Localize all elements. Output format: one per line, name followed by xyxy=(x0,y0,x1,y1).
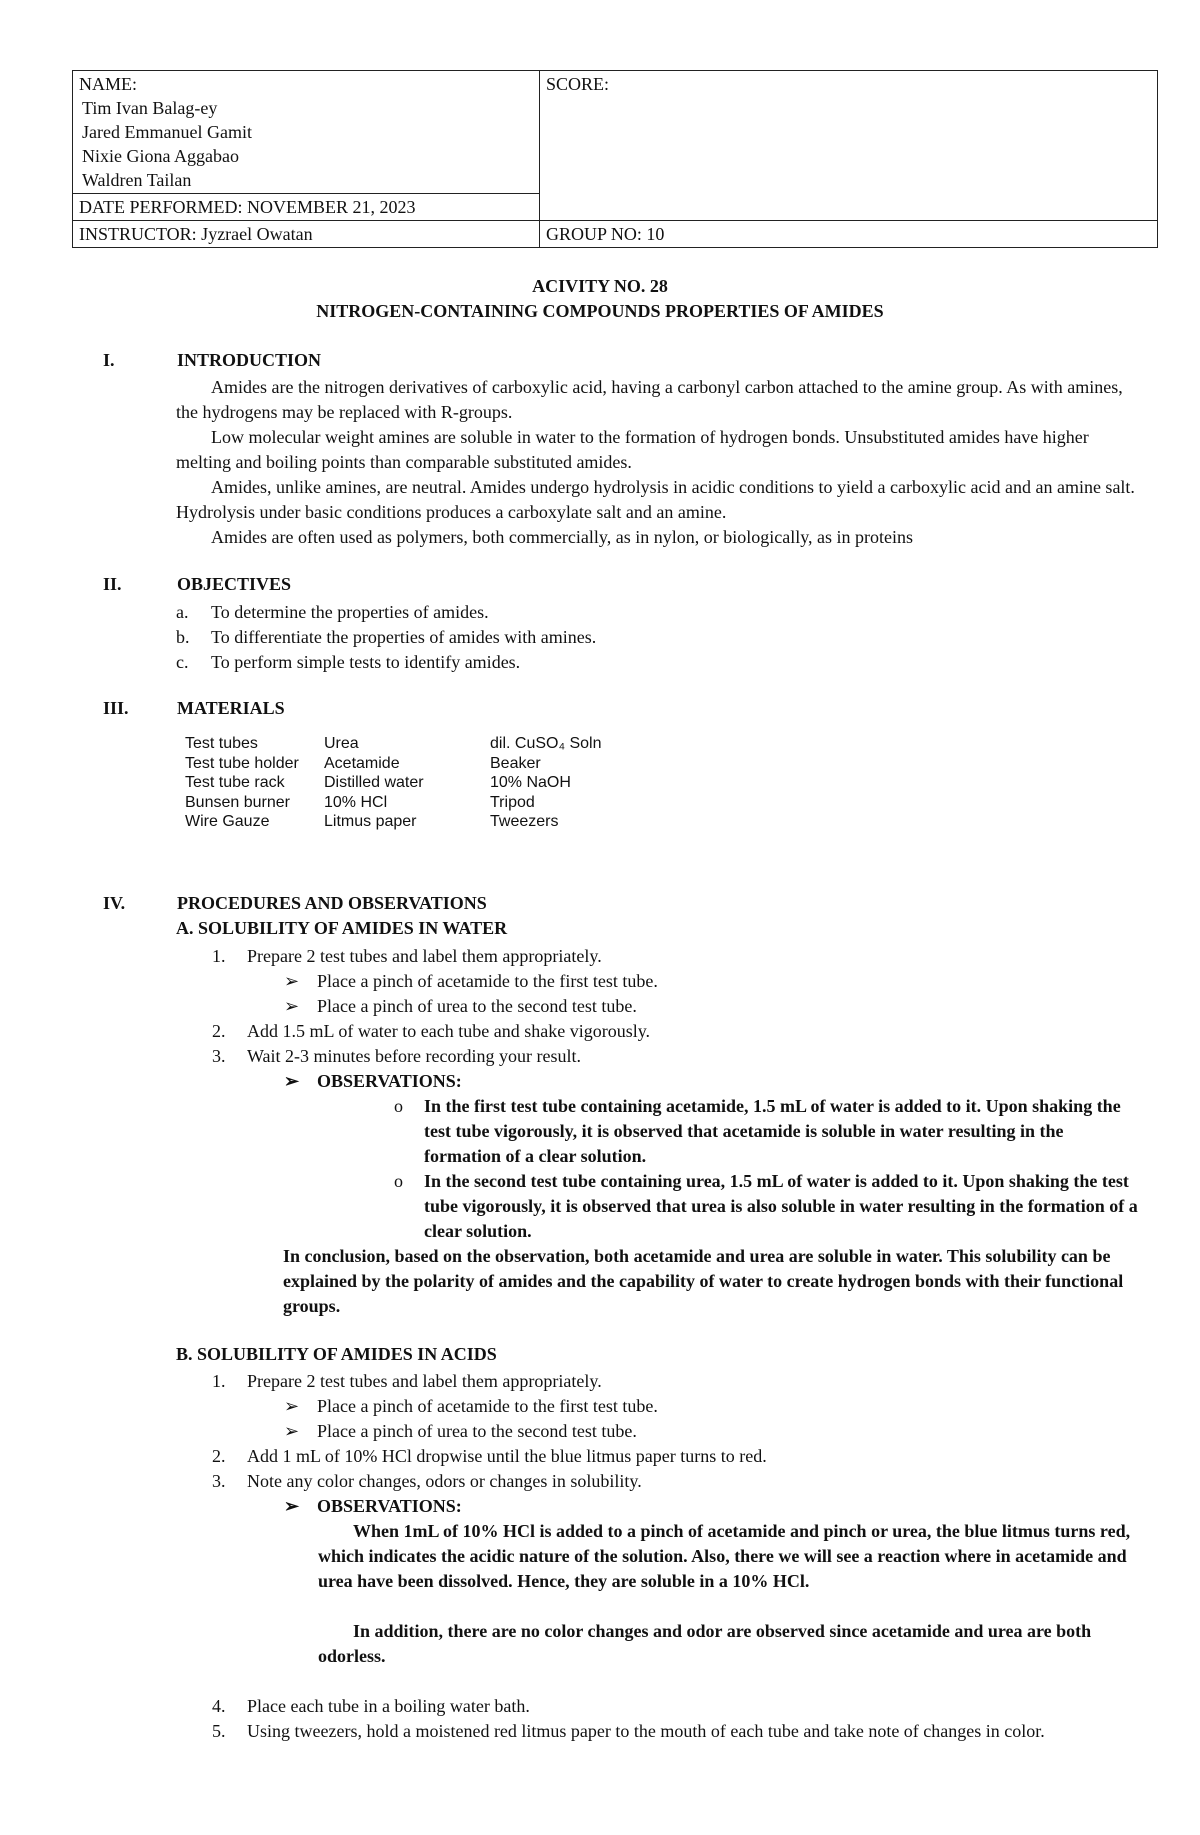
procedure-step xyxy=(212,1019,658,1044)
objectives-list xyxy=(176,600,596,675)
list-item xyxy=(176,650,596,675)
material-item: Test tubes xyxy=(185,735,258,752)
section-title: INTRODUCTION xyxy=(177,350,322,370)
name-cell xyxy=(73,71,540,194)
section-number: III. xyxy=(103,698,129,718)
subsection-b-title: B. SOLUBILITY OF AMIDES IN ACIDS xyxy=(176,1344,497,1364)
substep-text: Place a pinch of acetamide to the first test tube. xyxy=(317,1396,658,1416)
observations-label: OBSERVATIONS: xyxy=(317,1496,462,1516)
material-item: dil. CuSO₄ Soln xyxy=(490,735,602,752)
step-number: 1. xyxy=(212,946,226,966)
step-text: Prepare 2 test tubes and label them appropriately. xyxy=(247,1371,602,1391)
observations-label: OBSERVATIONS: xyxy=(317,1071,462,1091)
material-item: Beaker xyxy=(490,754,541,772)
intro-paragraph: Amides are often used as polymers, both commercially, as in nylon, or biologically, as in proteins xyxy=(211,527,914,547)
observation-text: In the first test tube containing acetamide, 1.5 mL of water is added to it. Upon shaking the test tube vigorously, it is observed that acetamide is soluble in water resulting in the formation of a clear solution. xyxy=(424,1096,1121,1166)
step-text: Add 1.5 mL of water to each tube and shake vigorously. xyxy=(247,1021,651,1041)
procedure-substep xyxy=(212,1419,767,1444)
step-text: Using tweezers, hold a moistened red litmus paper to the mouth of each tube and take note of changes in color. xyxy=(247,1721,1045,1741)
material-item: Tweezers xyxy=(490,813,559,830)
circle-bullet-icon: o xyxy=(394,1171,403,1191)
section-number: IV. xyxy=(103,893,126,913)
procedure-substep xyxy=(212,969,658,994)
materials-column xyxy=(324,734,424,832)
observation-paragraph: In addition, there are no color changes and odor are observed since acetamide and urea are both odorless. xyxy=(318,1621,1092,1666)
substep-text: Place a pinch of urea to the second test tube. xyxy=(317,996,637,1016)
step-text: Place each tube in a boiling water bath. xyxy=(247,1696,530,1716)
procedure-step xyxy=(212,1369,767,1394)
score-cell xyxy=(540,71,1158,221)
step-number: 5. xyxy=(212,1721,226,1741)
procedure-b-steps xyxy=(212,1369,767,1519)
step-text: Note any color changes, odors or changes in solubility. xyxy=(247,1471,642,1491)
procedure-step xyxy=(212,1044,658,1069)
conclusion-paragraph: In conclusion, based on the observation, both acetamide and urea are soluble in water. This solubility can be explained by the polarity of amides and the capability of water to create hydrogen bonds with their functional groups. xyxy=(283,1246,1124,1316)
member-name: Nixie Giona Aggabao xyxy=(82,146,239,166)
arrow-bullet-icon: ➢ xyxy=(284,1396,300,1416)
list-marker: b. xyxy=(176,627,190,647)
step-text: Add 1 mL of 10% HCl dropwise until the blue litmus paper turns to red. xyxy=(247,1446,767,1466)
material-item: Acetamide xyxy=(324,754,400,772)
instructor-cell: INSTRUCTOR: Jyzrael Owatan xyxy=(73,221,540,248)
intro-paragraph: Low molecular weight amines are soluble in water to the formation of hydrogen bonds. Unsubstituted amides have higher melting and boiling points than comparable substituted amides. xyxy=(176,427,1089,472)
arrow-bullet-icon: ➢ xyxy=(284,1496,300,1516)
materials-column xyxy=(185,734,299,832)
activity-title: ACIVITY NO. 28 xyxy=(532,276,668,296)
score-label: SCORE: xyxy=(546,74,610,94)
group-cell: GROUP NO: 10 xyxy=(540,221,1158,248)
subsection-a-title: A. SOLUBILITY OF AMIDES IN WATER xyxy=(176,918,508,938)
section-procedures-heading xyxy=(103,893,487,914)
material-item: Bunsen burner xyxy=(185,793,290,811)
procedure-step xyxy=(212,1719,1142,1744)
procedure-substep xyxy=(212,994,658,1019)
step-text: Prepare 2 test tubes and label them appropriately. xyxy=(247,946,602,966)
section-number: II. xyxy=(103,574,122,594)
section-title: OBJECTIVES xyxy=(177,574,292,594)
intro-paragraph: Amides, unlike amines, are neutral. Amides undergo hydrolysis in acidic conditions to yield a carboxylic acid and an amine salt. Hydrolysis under basic conditions produces a carboxylate salt and an amine. xyxy=(176,477,1135,522)
step-number: 1. xyxy=(212,1371,226,1391)
arrow-bullet-icon: ➢ xyxy=(284,971,300,991)
material-item: Test tube holder xyxy=(185,754,299,772)
procedure-step xyxy=(212,944,658,969)
step-number: 2. xyxy=(212,1446,226,1466)
section-materials-heading xyxy=(103,698,285,719)
procedure-step xyxy=(212,1694,1142,1719)
material-item: Urea xyxy=(324,735,359,752)
observation-item xyxy=(394,1094,1134,1169)
procedure-step xyxy=(212,1444,767,1469)
procedure-substep xyxy=(212,1394,767,1419)
name-label: NAME: xyxy=(79,74,137,94)
materials-column xyxy=(490,734,601,832)
observation-paragraph: When 1mL of 10% HCl is added to a pinch of acetamide and pinch or urea, the blue litmus turns red, which indicates the acidic nature of the solution. Also, there we will see a reaction where in acetamide and urea have been dissolved. Hence, they are soluble in a 10% HCl. xyxy=(318,1521,1131,1591)
section-introduction-heading xyxy=(103,350,321,371)
procedure-b-steps-continued xyxy=(212,1694,1142,1744)
list-marker: c. xyxy=(176,652,189,672)
list-item xyxy=(176,625,596,650)
material-item: Test tube rack xyxy=(185,774,285,791)
material-item: Distilled water xyxy=(324,774,424,791)
step-number: 4. xyxy=(212,1696,226,1716)
section-number: I. xyxy=(103,350,115,370)
section-title: MATERIALS xyxy=(177,698,285,718)
member-name: Waldren Tailan xyxy=(82,170,192,190)
procedure-step xyxy=(212,1469,767,1494)
arrow-bullet-icon: ➢ xyxy=(284,996,300,1016)
list-text: To perform simple tests to identify amides. xyxy=(211,652,521,672)
intro-paragraph: Amides are the nitrogen derivatives of carboxylic acid, having a carbonyl carbon attached to the amine group. As with amines, the hydrogens may be replaced with R-groups. xyxy=(176,377,1123,422)
step-number: 2. xyxy=(212,1021,226,1041)
date-cell: DATE PERFORMED: NOVEMBER 21, 2023 xyxy=(73,194,540,221)
step-number: 3. xyxy=(212,1471,226,1491)
material-item: 10% HCl xyxy=(324,793,388,811)
activity-subtitle: NITROGEN-CONTAINING COMPOUNDS PROPERTIES OF AMIDES xyxy=(316,301,884,321)
substep-text: Place a pinch of urea to the second test tube. xyxy=(317,1421,637,1441)
member-name: Tim Ivan Balag-ey xyxy=(82,98,218,118)
arrow-bullet-icon: ➢ xyxy=(284,1071,300,1091)
header-table xyxy=(72,70,1158,248)
section-title: PROCEDURES AND OBSERVATIONS xyxy=(177,893,487,913)
step-number: 3. xyxy=(212,1046,226,1066)
material-item: Tripod xyxy=(490,793,535,811)
circle-bullet-icon: o xyxy=(394,1096,403,1116)
observation-text: In the second test tube containing urea, 1.5 mL of water is added to it. Upon shaking the test tube vigorously, it is observed that urea is also soluble in water resulting in the formation of a clear solution. xyxy=(424,1171,1138,1241)
list-text: To differentiate the properties of amides with amines. xyxy=(211,627,597,647)
member-name: Jared Emmanuel Gamit xyxy=(82,122,252,142)
material-item: Wire Gauze xyxy=(185,813,270,830)
list-item xyxy=(176,600,596,625)
substep-text: Place a pinch of acetamide to the first test tube. xyxy=(317,971,658,991)
material-item: 10% NaOH xyxy=(490,774,571,791)
material-item: Litmus paper xyxy=(324,813,417,830)
observation-item xyxy=(394,1169,1142,1244)
section-objectives-heading xyxy=(103,574,291,595)
procedure-a-steps xyxy=(212,944,658,1094)
observations-label-row xyxy=(212,1069,658,1094)
step-text: Wait 2-3 minutes before recording your result. xyxy=(247,1046,581,1066)
observations-label-row xyxy=(212,1494,767,1519)
introduction-body xyxy=(176,375,1136,550)
list-marker: a. xyxy=(176,602,189,622)
list-text: To determine the properties of amides. xyxy=(211,602,489,622)
arrow-bullet-icon: ➢ xyxy=(284,1421,300,1441)
